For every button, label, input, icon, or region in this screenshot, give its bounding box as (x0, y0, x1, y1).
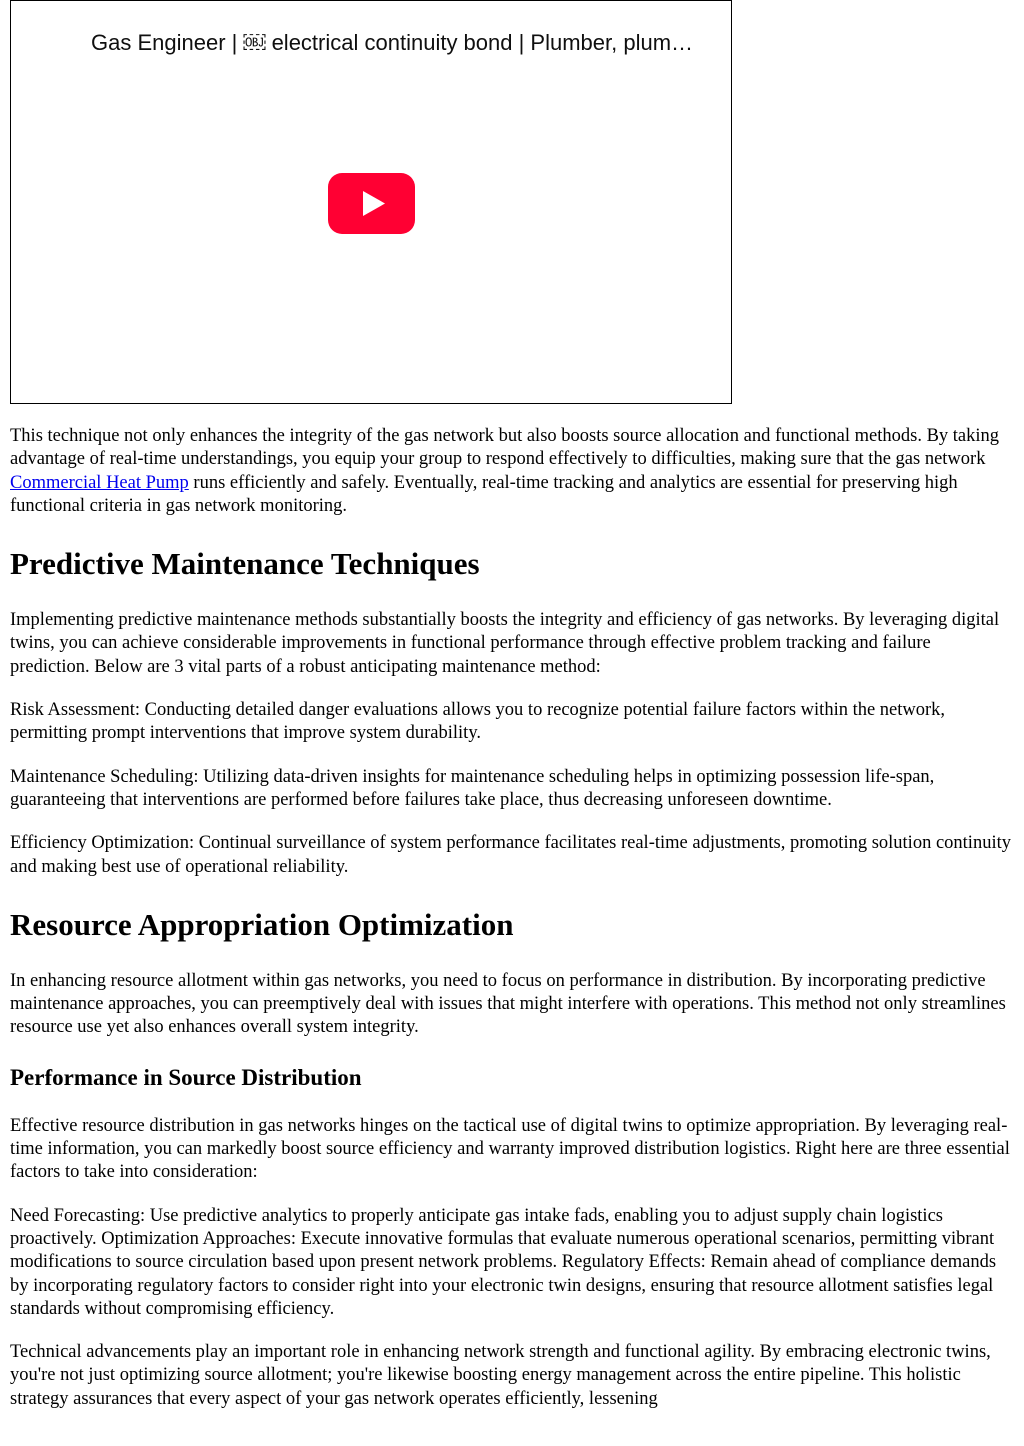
video-title[interactable]: Gas Engineer | ￼ electrical continuity bond | Plumber, plum… (91, 30, 694, 55)
resource-paragraph-1: In enhancing resource allotment within gas networks, you need to focus on performance in distribution. By incorporating predictive maintenance approaches, you can preemptively deal with issues that might interfere with operations. This method not only streamlines resource use yet also enhances overall system integrity. (10, 970, 1006, 1038)
resource-appropriation-heading: Resource Appropriation Optimization (10, 906, 514, 942)
play-button-icon[interactable] (328, 173, 415, 234)
efficiency-optimization-paragraph: Efficiency Optimization: Continual surveillance of system performance facilitates real-time adjustments, promoting solution continuity and making best use of operational reliability. (10, 833, 1011, 877)
performance-paragraph-1: Effective resource distribution in gas networks hinges on the tactical use of digital twins to optimize appropriation. By leveraging real-time information, you can markedly boost source efficiency and warranty improved distribution logistics. Right here are three essential factors to take into consideration: (10, 1115, 1010, 1183)
intro-text-before-link: This technique not only enhances the integrity of the gas network but also boosts source allocation and functional methods. By taking advantage of real-time understandings, you equip your group to respond effectively to difficulties, making sure that the gas network (10, 426, 1000, 470)
maintenance-scheduling-paragraph: Maintenance Scheduling: Utilizing data-driven insights for maintenance scheduling helps in optimizing possession life-span, guaranteeing that interventions are performed before failures take place, thus decreasing unforeseen downtime. (10, 766, 935, 810)
performance-distribution-heading: Performance in Source Distribution (10, 1064, 362, 1090)
performance-paragraph-2: Need Forecasting: Use predictive analytics to properly anticipate gas intake fads, enabling you to adjust supply chain logistics proactively. Optimization Approaches: Execute innovative formulas that evaluate numerous operational scenarios, permitting vibrant modifications to source circulation based upon present network problems. Regulatory Effects: Remain ahead of compliance demands by incorporating regulatory factors to consider right into your electronic twin designs, ensuring that resource allotment satisfies legal standards without compromising efficiency. (10, 1205, 997, 1319)
predictive-maintenance-heading: Predictive Maintenance Techniques (10, 546, 480, 582)
intro-text-after-link: runs efficiently and safely. Eventually, real-time tracking and analytics are essential for preserving high functional criteria in gas network monitoring. (10, 472, 958, 516)
video-embed[interactable] (10, 0, 732, 404)
commercial-heat-pump-link[interactable]: Commercial Heat Pump (10, 472, 189, 493)
performance-paragraph-3: Technical advancements play an important role in enhancing network strength and functional agility. By embracing electronic twins, you're not just optimizing source allotment; you're likewise boosting energy management across the entire pipeline. This holistic strategy assurances that every aspect of your gas network operates efficiently, lessening (10, 1342, 991, 1409)
predictive-paragraph-1: Implementing predictive maintenance methods substantially boosts the integrity and efficiency of gas networks. By leveraging digital twins, you can achieve considerable improvements in functional performance through effective problem tracking and failure prediction. Below are 3 vital parts of a robust anticipating maintenance method: (10, 610, 1000, 677)
intro-paragraph (10, 425, 1014, 518)
risk-assessment-paragraph: Risk Assessment: Conducting detailed danger evaluations allows you to recognize potential failure factors within the network, permitting prompt interventions that improve system durability. (10, 700, 946, 744)
